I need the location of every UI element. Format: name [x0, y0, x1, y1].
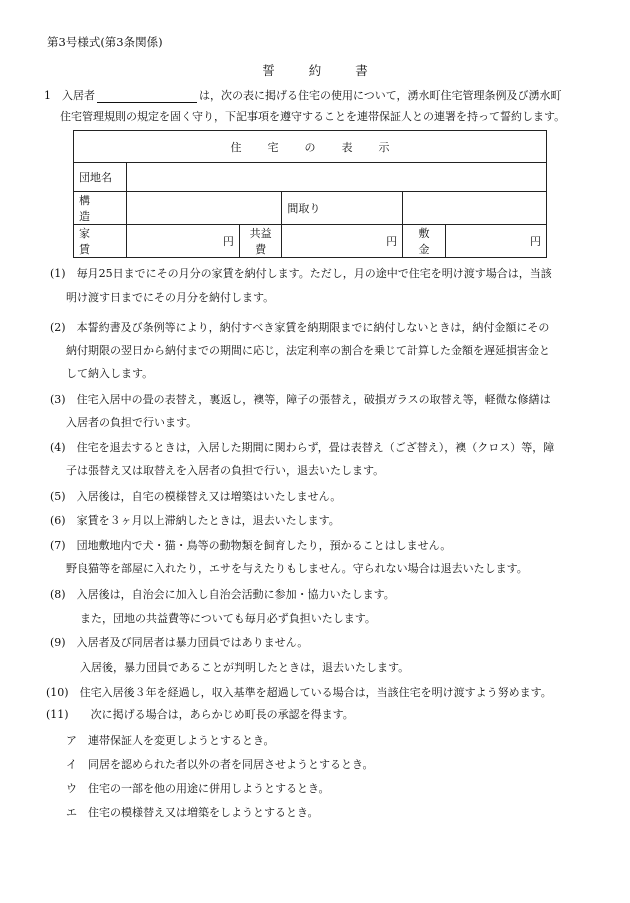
item-9-line-1: (9) 入居者及び同居者は暴力団員ではありません。 [50, 636, 309, 649]
housing-table-heading: 住宅の表示 [74, 131, 547, 163]
item-11-sub-e: エ 住宅の模様替え又は増築をしようとするとき。 [66, 806, 319, 819]
item-2-line-3: して納入します。 [66, 367, 154, 380]
form-number-label: 第3号様式(第3条関係) [47, 35, 163, 49]
item-10: (10) 住宅入居後３年を経過し，収入基準を超過している場合は，当該住宅を明け渡すよう努めます。 [46, 686, 552, 699]
tenant-name-blank [97, 90, 197, 103]
madori-value-cell [403, 192, 547, 225]
item-4-line-2: 子は張替え又は取替えを入居者の負担で行い，退去いたします。 [66, 464, 385, 477]
item-7-line-2: 野良猫等を部屋に入れたり，エサを与えたりもしません。守られない場合は退去いたします。 [66, 562, 528, 575]
item-11-sub-i: イ 同居を認められた者以外の者を同居させようとするとき。 [66, 758, 374, 771]
document-title: 誓約書 [262, 63, 402, 78]
yachin-value-cell: 円 [127, 225, 240, 258]
item-1-line-2: 明け渡す日までにその月分を納付します。 [66, 291, 275, 304]
item-11-sub-u: ウ 住宅の一部を他の用途に併用しようとするとき。 [66, 782, 330, 795]
kouzou-value-cell [127, 192, 282, 225]
item-4-line-1: (4) 住宅を退去するときは，入居した期間に関わらず，畳は表替え（ござ替え），襖（クロス）等，障 [50, 441, 555, 454]
madori-label: 間取り [282, 192, 403, 225]
danchi-label: 団地名 [74, 163, 127, 192]
item-2-line-2: 納付期限の翌日から納付までの期間に応じ，法定利率の割合を乗じて計算した金額を遅延損害金と [66, 344, 550, 357]
item-3-line-1: (3) 住宅入居中の畳の表替え，裏返し，襖等，障子の張替え，破損ガラスの取替え等，軽微な修繕は [50, 393, 551, 406]
shikikin-value-cell: 円 [445, 225, 546, 258]
danchi-value-cell [127, 163, 547, 192]
item-1-line-1: (1) 毎月25日までにその月分の家賃を納付します。ただし，月の途中で住宅を明け渡す場合は，当該 [50, 267, 552, 280]
item-6: (6) 家賃を３ヶ月以上滞納したときは，退去いたします。 [50, 514, 340, 527]
item-2-line-1: (2) 本誓約書及び条例等により，納付すべき家賃を納期限までに納付しないときは，納付金額にその [50, 321, 550, 334]
item-9-line-2: 入居後，暴力団員であることが判明したときは，退去いたします。 [80, 661, 410, 674]
item-3-line-2: 入居者の負担で行います。 [66, 416, 198, 429]
kyoeki-label: 共益費 [239, 225, 282, 258]
item-8-line-1: (8) 入居後は，自治会に加入し自治会活動に参加・協力いたします。 [50, 588, 395, 601]
kouzou-label: 構 造 [74, 192, 127, 225]
yachin-label: 家 賃 [74, 225, 127, 258]
shikikin-label: 敷 金 [403, 225, 446, 258]
housing-info-table [73, 130, 547, 258]
kyoeki-value-cell: 円 [282, 225, 403, 258]
item-5: (5) 入居後は，自宅の模様替え又は増築はいたしません。 [50, 490, 342, 503]
intro-prefix: 1 入居者 [44, 89, 95, 102]
item-11: (11) 次に掲げる場合は，あらかじめ町長の承認を得ます。 [46, 708, 354, 721]
item-7-line-1: (7) 団地敷地内で犬・猫・鳥等の動物類を飼育したり，預かることはしません。 [50, 539, 452, 552]
intro-line-2: 住宅管理規則の規定を固く守り，下記事項を遵守することを連帯保証人との連署を持って誓約します。 [60, 110, 566, 123]
item-11-sub-a: ア 連帯保証人を変更しようとするとき。 [66, 734, 275, 747]
intro-line-1 [44, 87, 562, 103]
intro-text: は，次の表に掲げる住宅の使用について，湧水町住宅管理条例及び湧水町 [199, 89, 562, 102]
item-8-line-2: また，団地の共益費等についても毎月必ず負担いたします。 [80, 612, 376, 625]
